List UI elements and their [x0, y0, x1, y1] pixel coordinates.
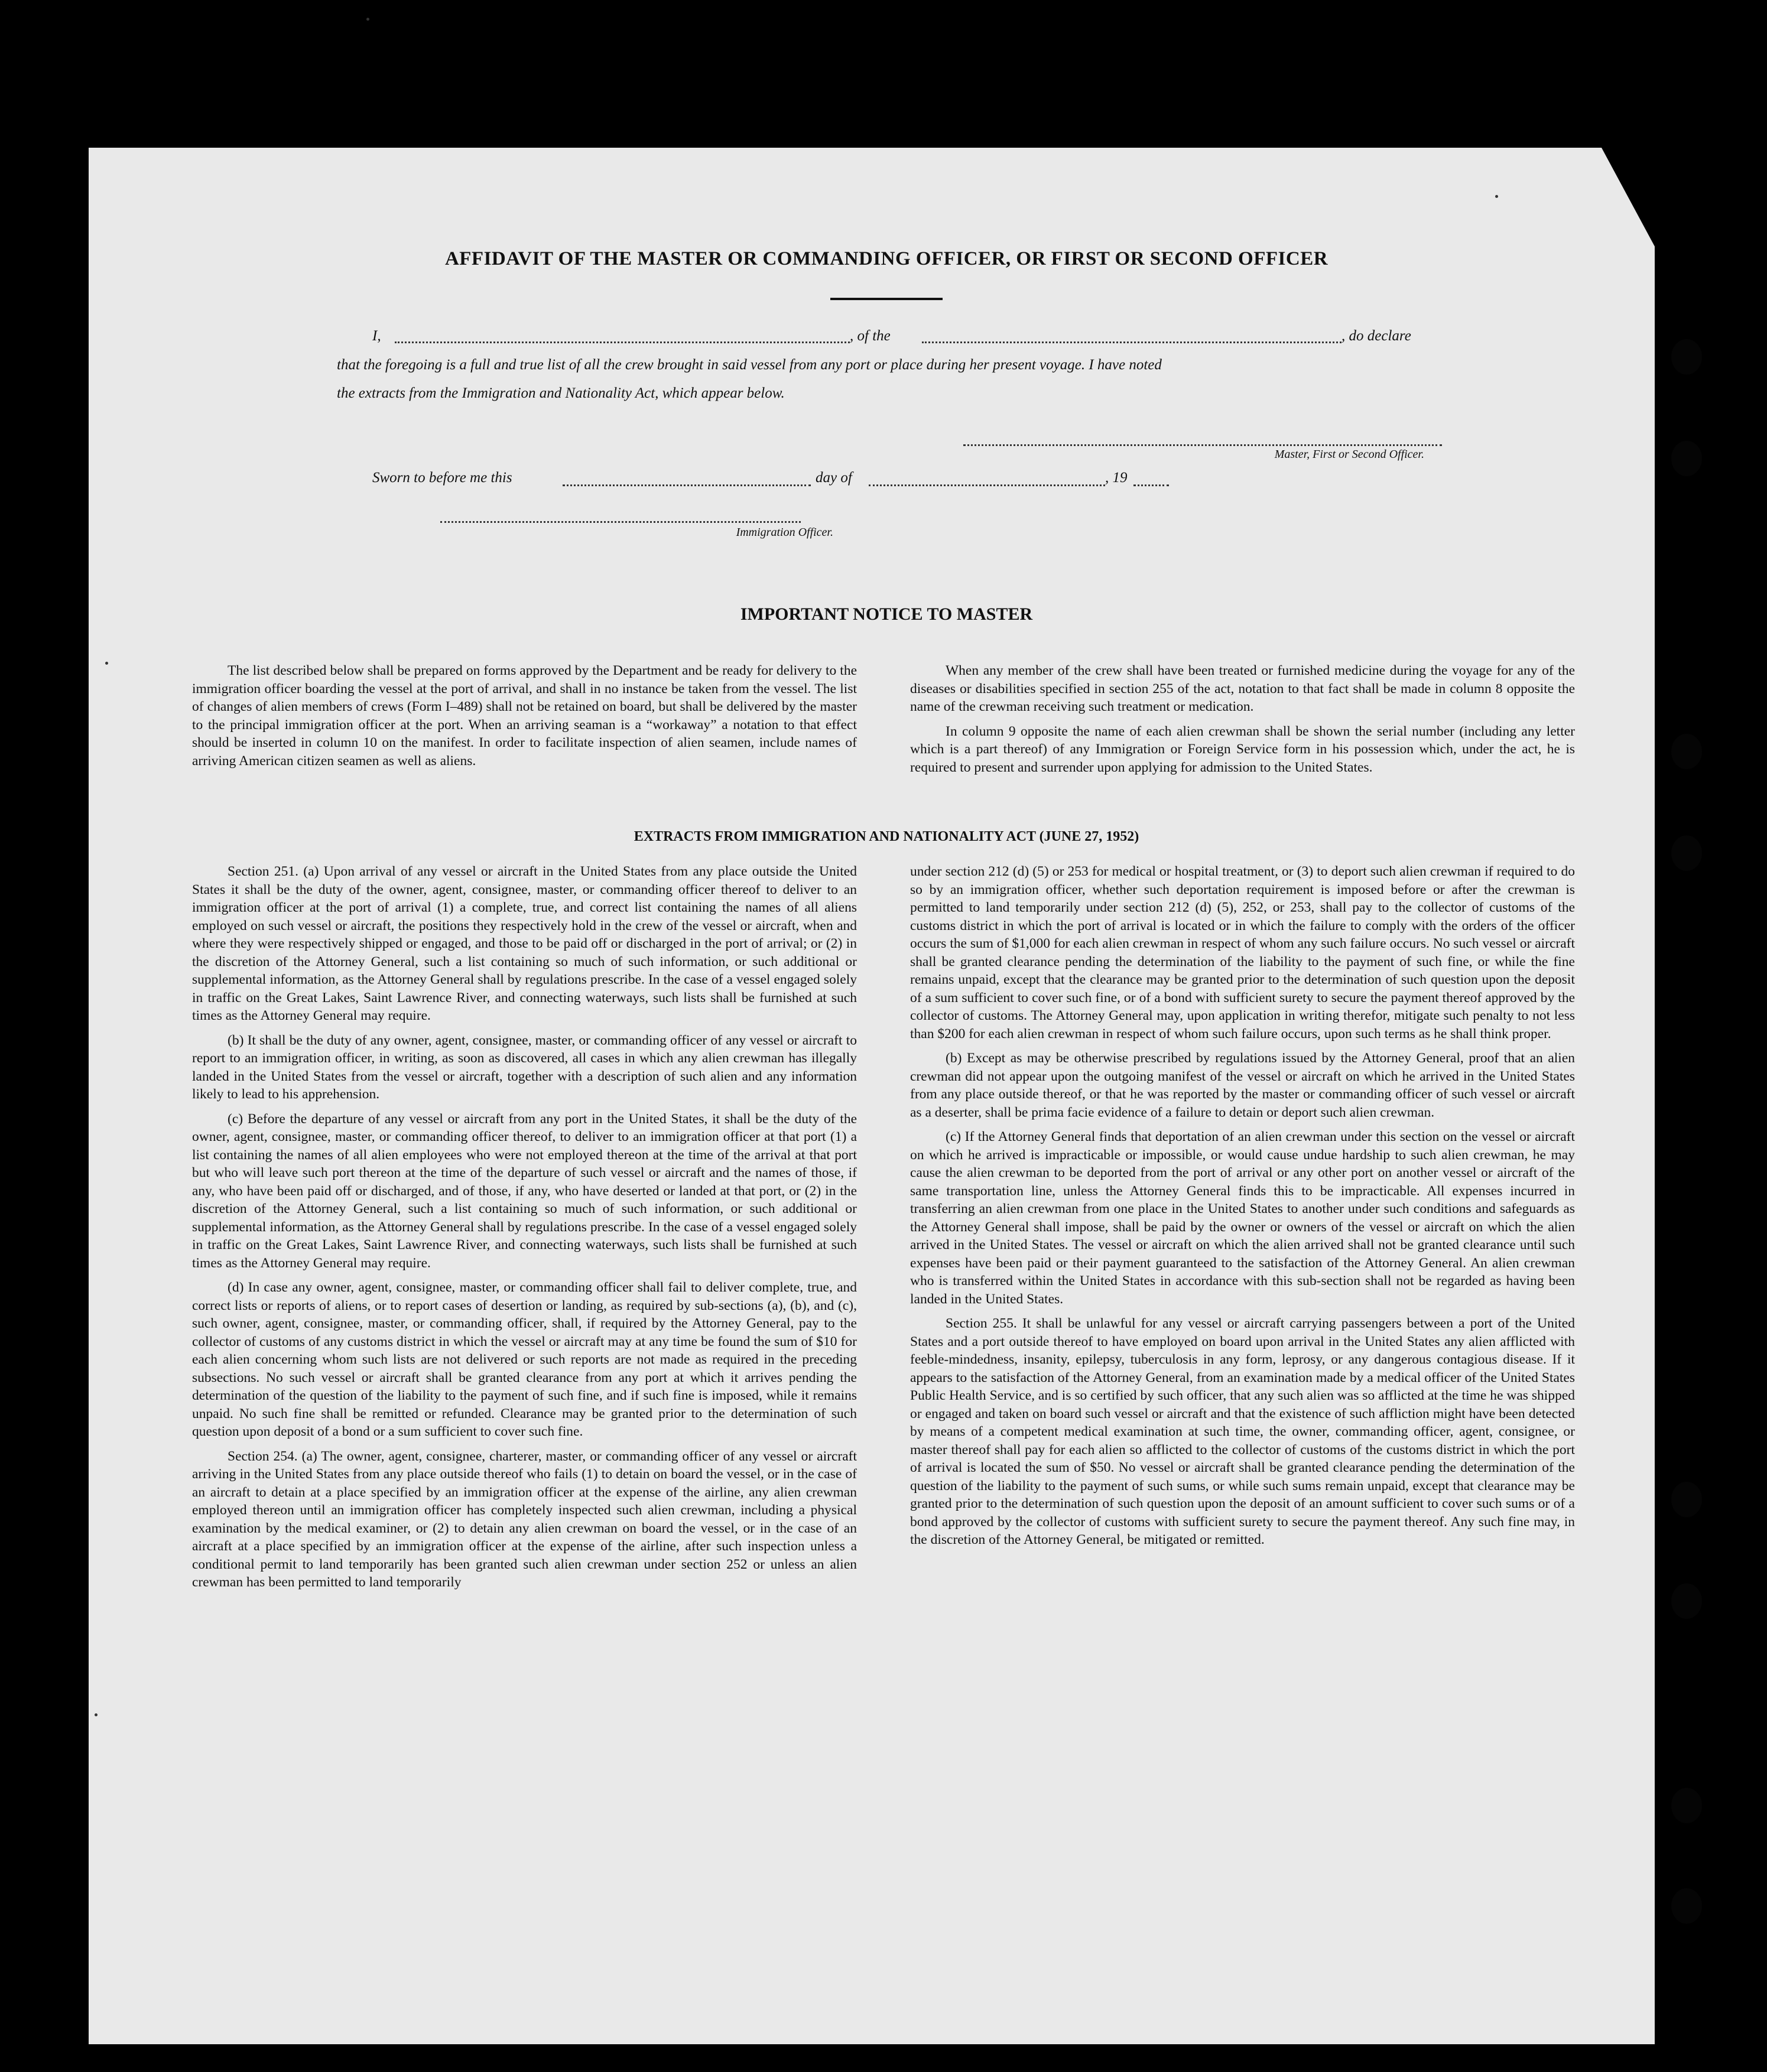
- sworn-year-field[interactable]: [1133, 484, 1169, 486]
- scan-speck: [366, 18, 369, 21]
- do-declare-label: , do declare: [1342, 328, 1411, 344]
- statute-paragraph: (b) It shall be the duty of any owner, agent, consignee, master, or commanding officer of any vessel or aircraft to report to an immigration officer, in writing, as soon as discovered, all cases in which any alien crewman has illegally landed in the United States from the vessel or aircraft, together with a description of such alien and any information likely to lead to his apprehension.: [192, 1032, 857, 1102]
- declaration-line: the extracts from the Immigration and Nationality Act, which appear below.: [337, 385, 785, 401]
- extracts-heading: EXTRACTS FROM IMMIGRATION AND NATIONALITY ACT (JUNE 27, 1952): [634, 829, 1139, 844]
- scan-speck: [95, 1713, 98, 1716]
- binder-hole: [1671, 339, 1702, 375]
- year-label: , 19: [1105, 470, 1128, 486]
- officer-signature-field[interactable]: [440, 521, 801, 523]
- title-underline: [830, 298, 943, 300]
- affidavit-title: AFFIDAVIT OF THE MASTER OR COMMANDING OFFICER, OR FIRST OR SECOND OFFICER: [444, 248, 1329, 269]
- binder-hole: [1671, 835, 1702, 871]
- notice-paragraph: The list described below shall be prepared on forms approved by the Department and be ready for delivery to the immigration officer boarding the vessel at the port of arrival, and shall in no instance be taken from the vessel. The list of changes of alien members of crews (Form I–489) shall not be retained on board, but shall be delivered by the master to the principal immigration officer at the port. When an arriving seaman is a “workaway” a notation to that effect should be inserted in column 10 on the manifest. In order to facilitate inspection of alien seamen, include names of arriving American citizen seamen as well as aliens.: [192, 663, 857, 769]
- notice-left-column: [192, 662, 857, 776]
- binder-hole: [1671, 1788, 1702, 1823]
- scan-speck: [105, 662, 108, 665]
- master-signature-label: Master, First or Second Officer.: [1274, 448, 1424, 461]
- sworn-label: Sworn to before me this: [372, 470, 512, 486]
- statute-paragraph: under section 212 (d) (5) or 253 for medical or hospital treatment, or (3) to deport such alien crewman if required to do so by an immigration officer, whether such deportation requirement is imposed before or after the crewman is permitted to land temporarily under section 212 (d) (5), 252, or 253, shall pay to the collector of customs of the customs district in which the port of arrival is located or in which the failure to comply with the orders of the officer occurs the sum of $1,000 for each alien crewman in respect of whom any such failure occurs. No such vessel or aircraft shall be granted clearance pending the determination of the liability to the payment of such fine, or while the fine remains unpaid, except that the clearance may be granted prior to the determination of such question upon the deposit of a sum sufficient to cover such fine, or of a bond with sufficient surety to secure the payment thereof approved by the collector of customs. The Attorney General may, upon application in writing therefor, mitigate such penalty to not less than $200 for each alien crewman in respect of whom such failure occurs, upon such terms as he shall think proper.: [910, 864, 1575, 1042]
- binder-hole: [1671, 441, 1702, 476]
- statute-paragraph: Section 251. (a) Upon arrival of any vessel or aircraft in the United States from any place outside the United States it shall be the duty of the owner, agent, consignee, master, or commanding officer thereof to deliver to an immigration officer at the port of arrival (1) a complete, true, and correct list containing the names of all aliens employed on such vessel or aircraft, the positions they respectively hold in the crew of the vessel or aircraft, when and where they were respectively shipped or engaged, and those to be paid off or discharged in the port of arrival; or (2) in the discretion of the Attorney General, such a list containing so much of such information, or such additional or supplemental information, as the Attorney General shall by regulations prescribe. In the case of a vessel engaged solely in traffic on the Great Lakes, Saint Lawrence River, and connecting waterways, such lists shall be furnished at such times as the Attorney General may require.: [192, 864, 857, 1023]
- statute-paragraph: Section 254. (a) The owner, agent, consignee, charterer, master, or commanding officer of any vessel or aircraft arriving in the United States from any place outside thereof who fails (1) to detain on board the vessel, or in the case of an aircraft to detain at a place specified by an immigration officer at the expense of the airline, any alien crewman employed thereon until an immigration officer has completely inspected such alien crewman, including a physical examination by the medical examiner, or (2) to detain any alien crewman on board the vessel, or in the case of an aircraft at a place specified by an immigration officer at the expense of the airline, after such inspection unless a conditional permit to land temporarily has been granted such alien crewman under section 252 or unless an alien crewman has been permitted to land temporarily: [192, 1448, 857, 1590]
- vessel-name-field[interactable]: [922, 341, 1342, 343]
- declarant-name-field[interactable]: [395, 341, 850, 343]
- binder-hole: [1671, 1583, 1702, 1619]
- notice-heading: IMPORTANT NOTICE TO MASTER: [740, 604, 1033, 624]
- day-of-label: day of: [816, 470, 852, 486]
- extracts-left-column: [192, 863, 857, 1598]
- notice-paragraph: When any member of the crew shall have been treated or furnished medicine during the voyage for any of the diseases or disabilities specified in section 255 of the act, notation to that fact shall be made in column 8 opposite the name of the crewman receiving such treatment or medication.: [910, 663, 1575, 714]
- torn-corner: [1602, 148, 1684, 301]
- statute-paragraph: Section 255. It shall be unlawful for any vessel or aircraft carrying passengers between a port of the United States and a port outside thereof to have employed on board upon arrival in the United States any alien afflicted with feeble-mindedness, insanity, epilepsy, tuberculosis in any form, leprosy, or any dangerous contagious disease. If it appears to the satisfaction of the Attorney General, from an examination made by a medical officer of the United States Public Health Service, and is so certified by such officer, that any such alien was so afflicted at the time he was shipped or engaged and taken on board such vessel or aircraft and that the existence of such affliction might have been detected by means of a competent medical examination at such time, the owner, commanding officer, agent, consignee, or master thereof shall pay for each alien so afflicted to the collector of customs of the customs district in which the port of arrival is located the sum of $50. No vessel or aircraft shall be granted clearance pending the determination of the question of the liability to the payment of such sums, or while such sums remain unpaid, except that clearance may be granted prior to the determination of such question upon the deposit of an amount sufficient to cover such sums or of a bond approved by the collector of customs with sufficient surety to secure the payment thereof. Any such fine may, in the discretion of the Attorney General, be mitigated or remitted.: [910, 1316, 1575, 1547]
- binder-hole: [1671, 1888, 1702, 1924]
- declarant-label: I,: [372, 328, 381, 344]
- binder-hole: [1671, 734, 1702, 769]
- master-signature-field[interactable]: [963, 444, 1442, 446]
- notice-right-column: [910, 662, 1575, 783]
- statute-paragraph: (d) In case any owner, agent, consignee, master, or commanding officer shall fail to deliver complete, true, and correct lists or reports of aliens, or to report cases of desertion or landing, as required by sub-sections (a), (b), and (c), such owner, agent, consignee, master, or commanding officer, shall, if required by the Attorney General, pay to the collector of customs of any customs district in which the vessel or aircraft may at any time be found the sum of $10 for each alien concerning whom such lists are not delivered or such reports are not made as required in the preceding subsections. No such vessel or aircraft shall be granted clearance from any port at which it arrives pending the determination of the question of the liability to the payment of such fine, and if such fine is imposed, while it remains unpaid. No such fine shall be remitted or refunded. Clearance may be granted prior to the determination of such question upon deposit of a bond or a sum sufficient to cover such fine.: [192, 1280, 857, 1439]
- binder-hole: [1671, 1482, 1702, 1517]
- statute-paragraph: (c) If the Attorney General finds that deportation of an alien crewman under this section on the vessel or aircraft on which he arrived is impracticable or impossible, or would cause undue hardship to such alien crewman, he may cause the alien crewman to be deported from the port of arrival or any other port on another vessel or aircraft of the same transportation line, unless the Attorney General finds this to be impracticable. All expenses incurred in transferring an alien crewman from one place in the United States to another under such conditions and safeguards as the Attorney General shall impose, shall be paid by the owner or owners of the vessel or aircraft on which the alien arrived in the United States. The vessel or aircraft on which the alien arrived shall not be granted clearance until such expenses have been paid or their payment guaranteed to the satisfaction of the Attorney General. An alien crewman who is transferred within the United States in accordance with this sub-section shall not be regarded as having been landed in the United States.: [910, 1129, 1575, 1307]
- statute-paragraph: (c) Before the departure of any vessel or aircraft from any port in the United States, it shall be the duty of the owner, agent, consignee, master, or commanding officer thereof, to deliver to an immigration officer at that port (1) a list containing the names of all alien employees who were not employed thereon at the time of the arrival at that port but who will leave such port thereon at the time of the departure of such vessel or aircraft and the names of those, if any, who have been paid off or discharged, and of those, if any, who have deserted or landed at that port, or (2) in the discretion of the Attorney General, such a list containing so much of such information, or such additional or supplemental information, as the Attorney General shall by regulations prescribe. In the case of a vessel engaged solely in traffic on the Great Lakes, Saint Lawrence River, and connecting waterways, such lists shall be furnished at such times as the Attorney General may require.: [192, 1111, 857, 1271]
- of-the-label: , of the: [850, 328, 891, 344]
- officer-signature-label: Immigration Officer.: [736, 526, 833, 539]
- sworn-day-field[interactable]: [563, 484, 811, 486]
- statute-paragraph: (b) Except as may be otherwise prescribed by regulations issued by the Attorney General, proof that an alien crewman did not appear upon the outgoing manifest of the vessel or aircraft on which he arrived in the United States from any place outside thereof, or that he was reported by the master or commanding officer of such vessel or aircraft as a deserter, shall be prima facie evidence of a failure to detain or deport such alien crewman.: [910, 1050, 1575, 1120]
- notice-paragraph: In column 9 opposite the name of each alien crewman shall be shown the serial number (including any letter which is a part thereof) of any Immigration or Foreign Service form in his possession which, under the act, he is required to present and surrender upon applying for admission to the United States.: [910, 723, 1575, 775]
- extracts-right-column: [910, 863, 1575, 1556]
- declaration-line: that the foregoing is a full and true list of all the crew brought in said vessel from any port or place during her present voyage. I have noted: [337, 357, 1162, 373]
- scan-speck: [1495, 195, 1498, 198]
- sworn-month-field[interactable]: [869, 484, 1105, 486]
